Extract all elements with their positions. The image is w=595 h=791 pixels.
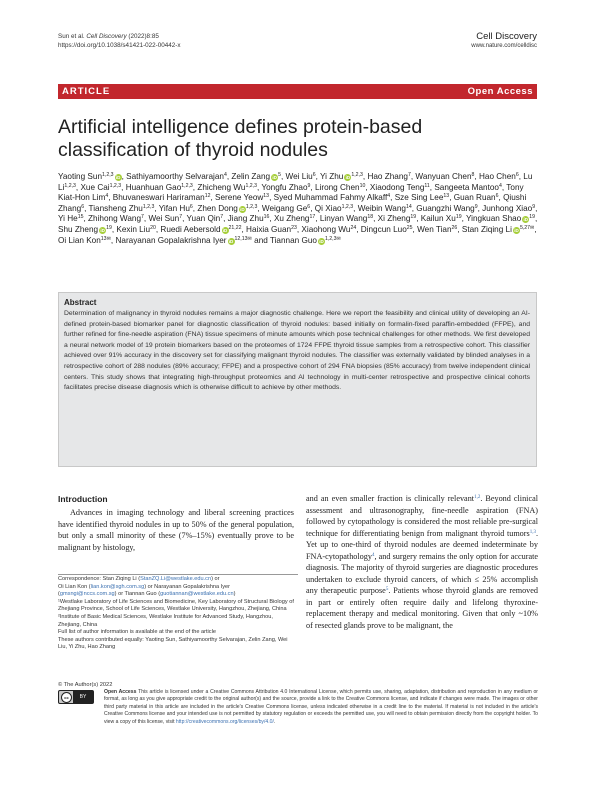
affiliation-superscript: 6: [307, 203, 311, 210]
fn-text: Correspondence: Stan Ziqing Li (: [58, 576, 141, 582]
affiliation-superscript: 8: [471, 172, 475, 178]
author-text: , Kexin Liu: [111, 224, 151, 234]
affiliation-superscript: 1,2,3: [142, 203, 155, 210]
author-text: , Narayanan Gopalakrishna Iyer: [110, 235, 227, 245]
affiliation-superscript: 9: [532, 203, 536, 210]
affiliation-superscript: 5,27✉: [519, 224, 535, 231]
author-text: , Xue Cai: [75, 182, 110, 192]
affiliation-1: ¹Westlake Laboratory of Life Sciences and Biomedicine, Key Laboratory of Structural Biology of Zhejiang Province, School of Life Sciences, Westlake University, Hangzhou, Zhejiang, China: [58, 598, 294, 613]
affiliation-superscript: 6: [515, 172, 519, 178]
affiliation-2: ²Institute of Basic Medical Sciences, Westlake Institute for Advanced Study, Hangzhou, Zhejiang, China: [58, 613, 273, 628]
author-text: , Yuan Qin: [182, 214, 221, 224]
intro-right-text-b: . Beyond clinical assessment and ultrasonography, fine-needle aspiration (FNA) followed by cytopathology is considered the most reliable pre-surgical technique for differentiating benign from malignant thyroid tumors: [306, 494, 538, 538]
reference-link[interactable]: 1,2: [474, 495, 481, 500]
affiliation-superscript: 5: [278, 172, 281, 178]
author-text: , Syed Muhammad Fahmy Alkaff: [269, 193, 388, 203]
affiliation-superscript: 1,2,3: [245, 182, 257, 189]
affiliation-superscript: 23: [291, 224, 297, 231]
affiliation-superscript: 18: [367, 214, 374, 221]
orcid-icon[interactable]: iD: [228, 238, 234, 244]
affiliation-superscript: 4: [223, 172, 227, 178]
correspondence-line: [58, 576, 294, 584]
reference-link[interactable]: 4: [371, 552, 375, 558]
author-text: , Xu Zheng: [269, 214, 310, 224]
author-text: , Haixia Guan: [241, 224, 292, 234]
author-text: , Kailun Xu: [416, 214, 456, 224]
intro-right-text-c: . Yet up to one-third of thyroid nodules are deemed indeterminate by FNA-cytopathology: [306, 528, 538, 561]
author-text: , Wanyuan Chen: [410, 172, 472, 181]
orcid-icon[interactable]: iD: [319, 238, 324, 244]
author-text: , Serene Yeow: [210, 193, 264, 203]
journal-name: Cell Discovery: [476, 31, 537, 42]
author-text: , Guan Ruan: [449, 193, 496, 203]
reference-link[interactable]: 1,3: [529, 529, 536, 535]
cc-by-label: BY: [73, 691, 93, 703]
affiliation-superscript: 9: [474, 203, 478, 210]
license-lead: Open Access: [104, 689, 137, 695]
article-label: ARTICLE: [62, 85, 111, 97]
affiliation-superscript: 19: [529, 214, 536, 221]
reference-link[interactable]: 5: [385, 587, 389, 592]
affiliation-superscript: 21,22: [228, 224, 242, 231]
author-text: , Xi Zheng: [373, 214, 411, 224]
author-text: , Jiang Zhu: [223, 214, 264, 224]
author-text: , Wei Liu: [280, 172, 313, 181]
orcid-icon[interactable]: iD: [523, 217, 528, 223]
fn-text: (: [58, 591, 60, 598]
affiliation-superscript: 7: [220, 214, 224, 221]
author-text: , Yingkuan Shao: [461, 214, 522, 224]
email-link[interactable]: guotiannan@westlake.edu.cn: [160, 591, 234, 598]
author-text: , Junhong Xiao: [477, 203, 533, 213]
affiliation-superscript: 1,2,3: [109, 182, 122, 189]
orcid-icon[interactable]: iD: [115, 175, 121, 180]
abstract-text: Determination of malignancy in thyroid nodules remains a major diagnostic challenge. Here we report the feasibility and clinical utility of developing an AI-defined protein-based biomarker panel for diagnostic classification of thyroid nodules: based initially on formalin-fixed paraffin-embedded (FFPE), and further refined for fine-needle aspiration (FNA) tissue specimens of minute amounts which pose technical challenges for other methods. We first developed a neural network model of 19 protein biomarkers based on the proteomes of 1724 FFPE thyroid tissue samples from a retrospective cohort. This classifier achieved over 91% accuracy in the discovery set for classifying malignant thyroid nodules. The classifier was externally validated by blinded analyses in a retrospective cohort of 288 nodules (89% accuracy; FFPE) and a prospective cohort of 294 FNA biopsies (85% accuracy) from twelve independent clinical centers. This study shows that integrating high-throughput proteomics and AI technology in multi-center retrospective and prospective clinical cohorts facilitates precise disease diagnosis which is otherwise difficult to achieve by other methods.: [64, 310, 530, 392]
article-type-band: [58, 84, 537, 99]
author-text: , Stan Ziqing Li: [457, 224, 512, 234]
author-text: , Sze Sing Lee: [390, 193, 444, 203]
running-header: [58, 33, 181, 50]
author-list: [58, 172, 540, 246]
cc-icon: cc: [61, 692, 72, 703]
affiliation-superscript: 6: [189, 203, 193, 210]
affiliation-superscript: 15: [77, 214, 84, 221]
author-text: , Ruedi Aebersold: [155, 224, 221, 234]
affiliation-superscript: 6: [312, 172, 316, 178]
email-link[interactable]: gmsngi@nccs.com.sg: [59, 591, 115, 598]
author-text: Yaoting Sun: [58, 172, 103, 181]
author-text: , Zelin Zang: [226, 172, 271, 181]
intro-right-text-e: . Patients whose thyroid glands are removed in part or entirely often require daily and lifelong thyroxine-replacement therapy and medical monitoring. Given that only ~10% of resected glands prove to be malignant, the: [306, 586, 538, 630]
citation-authors: Sun et al.: [58, 33, 85, 40]
orcid-icon[interactable]: iD: [222, 227, 228, 233]
author-text: , Yifan Hu: [154, 203, 190, 213]
orcid-icon[interactable]: iD: [272, 175, 277, 180]
orcid-icon[interactable]: iD: [100, 227, 105, 233]
affiliation-superscript: 20: [150, 224, 156, 231]
fn-text: ): [233, 591, 236, 598]
correspondence-line: [58, 591, 294, 599]
intro-left-column: [58, 507, 294, 553]
affiliation-superscript: 6: [81, 203, 85, 210]
fn-text: ) or Tiannan Guo (: [114, 591, 161, 598]
author-text: , Yongfu Zhao: [256, 182, 308, 192]
author-text: , Weibin Wang: [353, 203, 406, 213]
author-text: , Bhuvaneswari Hariraman: [108, 193, 205, 203]
email-link[interactable]: StanZQ.Li@westlake.edu.cn: [140, 576, 212, 582]
footnotes: [58, 576, 294, 652]
affiliation-superscript: 1,2,3: [245, 203, 258, 210]
author-text: , Zhicheng Wu: [192, 182, 246, 192]
author-text: , Lu Li: [58, 172, 533, 192]
affiliation-superscript: 14: [405, 203, 412, 210]
author-text: , Shu Zheng: [58, 214, 538, 234]
affiliation-superscript: 13: [443, 193, 450, 200]
author-text: , Xiaohong Wu: [296, 224, 351, 234]
author-text: , Wen Tian: [412, 224, 452, 234]
footnote-divider: [58, 574, 298, 575]
license-body: This article is licensed under a Creative Commons Attribution 4.0 International License, which permits use, sharing, adaptation, distribution and reproduction in any medium or format, as long as you give appropriate credit to the original author(s) and the source, provide a link to the Creative Commons license, and indicate if changes were made. The images or other third party material in this article are included in the article's Creative Commons license, unless indicated otherwise in a credit line to the material. If material is not included in the article's Creative Commons license and your intended use is not permitted by statutory regulation or exceeds the permitted use, you will need to obtain permission directly from the copyright holder. To view a copy of this license, visit: [104, 689, 538, 725]
affiliation-superscript: 7: [407, 172, 411, 178]
cc-by-badge[interactable]: [58, 690, 94, 704]
email-link[interactable]: lian.kon@sgh.com.sg: [90, 583, 145, 590]
author-text: , Xiaodong Teng: [365, 182, 425, 192]
author-text: , Yi Zhu: [315, 172, 344, 181]
author-text: , Sathiyamoorthy Selvarajan: [121, 172, 224, 181]
author-text: , Zhihong Wang: [83, 214, 141, 224]
affiliation-superscript: 1,2,3: [102, 172, 114, 178]
author-text: , Linyan Wang: [315, 214, 368, 224]
author-text: , Sangeeta Mantoo: [429, 182, 499, 192]
affiliation-superscript: 19: [455, 214, 462, 221]
author-text: , Yi He: [58, 203, 538, 224]
journal-header: [471, 31, 537, 50]
orcid-icon[interactable]: iD: [240, 206, 245, 212]
affiliation-superscript: 16: [263, 214, 270, 221]
author-text: , Hao Chen: [474, 172, 516, 181]
affiliation-superscript: 1,2,3: [351, 172, 363, 178]
affiliation-superscript: 19: [106, 224, 112, 231]
author-text: and Tiannan Guo: [251, 235, 317, 245]
open-access-label: Open Access: [467, 85, 533, 97]
intro-right-column: [306, 493, 538, 631]
affiliation-superscript: 4: [105, 193, 109, 200]
author-text: , Tiansheng Zhu: [84, 203, 143, 213]
affiliation-superscript: 9: [307, 182, 311, 189]
affiliation-superscript: 7: [141, 214, 144, 221]
citation-journal: Cell Discovery: [86, 33, 127, 40]
affiliation-superscript: 12: [204, 193, 211, 200]
author-text: , Weigang Ge: [257, 203, 308, 213]
fn-text: ) or: [211, 576, 220, 582]
affiliation-superscript: 13: [263, 193, 270, 200]
affiliation-superscript: 10: [359, 182, 366, 189]
equal-contribution-note: These authors contributed equally: Yaoting Sun, Sathiyamoorthy Selvarajan, Zelin Zang, Wei Liu, Yi Zhu, Hao Zhang: [58, 636, 288, 651]
citation-tail: (2022)8:85: [128, 33, 159, 40]
article-title: Artificial intelligence defines protein-based classification of thyroid nodules: [58, 116, 423, 161]
journal-url[interactable]: www.nature.com/celldisc: [471, 43, 537, 49]
copyright: © The Author(s) 2022: [58, 682, 113, 688]
affiliation-superscript: 6: [495, 193, 499, 200]
intro-right-text-d: , and surgery remains the only option for accurate diagnosis. The majority of thyroid surgeries are diagnostic procedures undertaken to exclude thyroid cancers, of which ≤ 25% accomplish any therapeutic purpose: [306, 551, 538, 595]
orcid-icon[interactable]: iD: [345, 175, 351, 180]
abstract-heading: Abstract: [64, 298, 97, 307]
license-text: [104, 689, 538, 726]
affiliation-superscript: 1,2,3✉: [324, 235, 341, 242]
affiliation-superscript: 1,2,3: [341, 203, 354, 210]
author-text: , Guangzhi Wang: [411, 203, 475, 213]
affiliation-superscript: 26: [451, 224, 458, 231]
affiliation-superscript: 7: [179, 214, 183, 221]
affiliation-superscript: 17: [309, 214, 316, 221]
fn-text: ) or Narayanan Gopalakrishna Iyer: [144, 583, 231, 590]
citation-line: [58, 33, 181, 42]
affiliation-superscript: 24: [350, 224, 357, 231]
author-text: , Hao Zhang: [362, 172, 408, 181]
license-link[interactable]: http://creativecommons.org/licenses/by/4.0/: [175, 718, 274, 725]
intro-left-text: Advances in imaging technology and liberal screening practices have identified thyroid nodules in up to 50% of the general population, but only a small minority of these (7%–15%) eventually prove to be malignant by histology,: [58, 508, 294, 552]
author-text: , Dingcun Luo: [356, 224, 407, 234]
affiliation-superscript: 11: [424, 182, 430, 189]
author-text: , Wei Sun: [143, 214, 180, 224]
abstract-box: [58, 292, 537, 467]
author-text: , Tony Kiat-Hon Lim: [58, 182, 524, 203]
affiliation-superscript: 25: [406, 224, 413, 231]
introduction-heading: Introduction: [58, 494, 108, 504]
intro-right-text-a: and an even smaller fraction is clinically relevant: [306, 494, 475, 503]
author-text: , Oi Lian Kon: [58, 224, 537, 245]
author-text: , Qi Xiao: [310, 203, 342, 213]
affiliation-superscript: 12,13✉: [234, 235, 252, 242]
affiliation-superscript: 1,2,3: [181, 182, 193, 189]
author-text: , Zhen Dong: [192, 203, 238, 213]
license-end: .: [273, 718, 276, 725]
author-text: , Huanhuan Gao: [121, 182, 182, 192]
affiliation-superscript: 4: [499, 182, 502, 189]
affiliation-superscript: 1,2,3: [64, 182, 76, 189]
fn-text: Oi Lian Kon (: [58, 583, 91, 590]
author-text: , Lirong Chen: [310, 182, 360, 192]
correspondence-line: [58, 584, 294, 592]
affiliation-superscript: 19: [410, 214, 417, 221]
doi-link[interactable]: https://doi.org/10.1038/s41421-022-00442-x: [58, 41, 181, 49]
author-text: , Qiushi Zhang: [58, 193, 527, 213]
full-list-note: Full list of author information is available at the end of the article: [58, 629, 216, 636]
affiliation-superscript: 13✉: [100, 235, 111, 242]
affiliation-superscript: 4: [387, 193, 391, 200]
orcid-icon[interactable]: iD: [514, 227, 519, 233]
